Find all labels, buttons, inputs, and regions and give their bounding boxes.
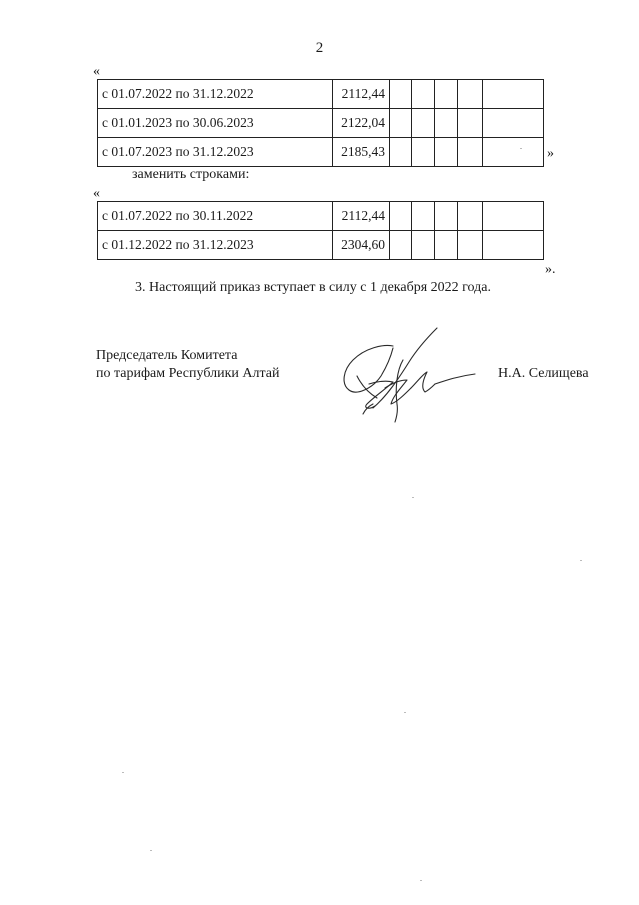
new-rows-table <box>97 201 544 260</box>
table-row <box>98 109 544 138</box>
empty-cell <box>390 138 412 167</box>
scan-speck <box>520 148 522 149</box>
empty-cell <box>458 231 483 260</box>
empty-cell <box>390 109 412 138</box>
empty-cell <box>458 80 483 109</box>
table-row <box>98 202 544 231</box>
empty-cell <box>390 231 412 260</box>
value-cell: 2185,43 <box>333 138 390 167</box>
empty-cell <box>458 202 483 231</box>
closing-quote-second: ». <box>545 262 556 277</box>
empty-cell <box>412 202 435 231</box>
empty-cell <box>435 109 458 138</box>
scan-speck <box>122 772 124 773</box>
empty-cell <box>483 202 544 231</box>
value-cell: 2112,44 <box>333 202 390 231</box>
empty-cell <box>435 202 458 231</box>
scan-speck <box>150 850 152 851</box>
scan-speck <box>420 880 422 881</box>
old-rows-table <box>97 79 544 167</box>
scan-speck <box>580 560 582 561</box>
period-cell: с 01.01.2023 по 30.06.2023 <box>98 109 333 138</box>
empty-cell <box>412 231 435 260</box>
empty-cell <box>483 231 544 260</box>
empty-cell <box>435 231 458 260</box>
period-cell: с 01.07.2023 по 31.12.2023 <box>98 138 333 167</box>
value-cell: 2122,04 <box>333 109 390 138</box>
table-row <box>98 231 544 260</box>
empty-cell <box>390 202 412 231</box>
empty-cell <box>412 80 435 109</box>
opening-quote-second: « <box>93 186 100 201</box>
value-cell: 2304,60 <box>333 231 390 260</box>
signatory-name: Н.А. Селищева <box>498 366 589 381</box>
period-cell: с 01.07.2022 по 31.12.2022 <box>98 80 333 109</box>
position-line: по тарифам Республики Алтай <box>96 366 280 381</box>
empty-cell <box>458 138 483 167</box>
period-cell: с 01.07.2022 по 30.11.2022 <box>98 202 333 231</box>
handwritten-signature <box>335 318 485 428</box>
empty-cell <box>435 138 458 167</box>
empty-cell <box>483 80 544 109</box>
table-row <box>98 80 544 109</box>
empty-cell <box>483 138 544 167</box>
empty-cell <box>412 109 435 138</box>
opening-quote-first: « <box>93 64 100 79</box>
value-cell: 2112,44 <box>333 80 390 109</box>
replace-instruction: заменить строками: <box>132 167 250 182</box>
scan-speck <box>412 497 414 498</box>
table-row <box>98 138 544 167</box>
clause-text: 3. Настоящий приказ вступает в силу с 1 декабря 2022 года. <box>135 280 491 295</box>
signatory-position <box>96 347 279 383</box>
empty-cell <box>483 109 544 138</box>
empty-cell <box>458 109 483 138</box>
empty-cell <box>390 80 412 109</box>
page-number: 2 <box>315 40 324 56</box>
empty-cell <box>435 80 458 109</box>
empty-cell <box>412 138 435 167</box>
closing-quote-first: » <box>547 146 554 161</box>
position-line: Председатель Комитета <box>96 348 238 363</box>
scan-speck <box>404 712 406 713</box>
period-cell: с 01.12.2022 по 31.12.2023 <box>98 231 333 260</box>
